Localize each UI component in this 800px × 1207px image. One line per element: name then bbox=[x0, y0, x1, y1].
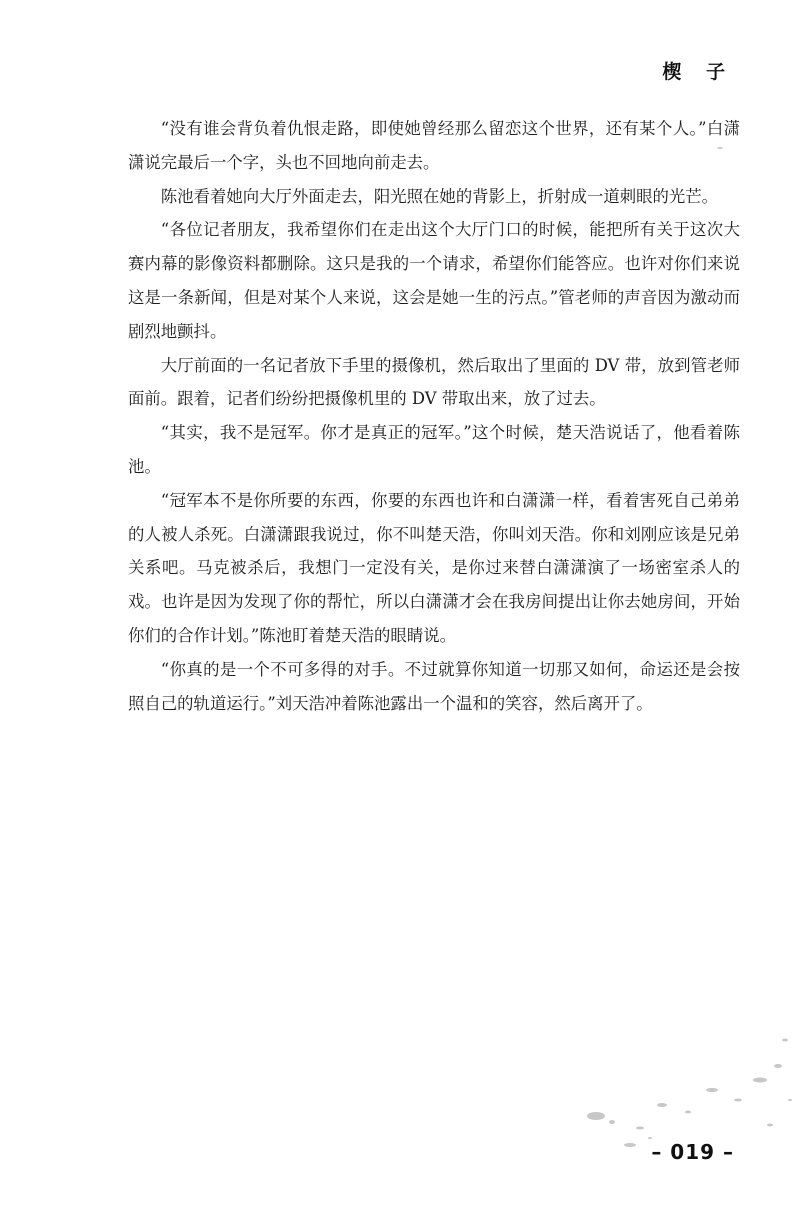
paragraph: 大厅前面的一名记者放下手里的摄像机，然后取出了里面的 DV 带，放到管老师面前。跟着，记者们纷纷把摄像机里的 DV 带取出来，放了过去。 bbox=[128, 355, 740, 409]
paragraph: “冠军本不是你所要的东西，你要的东西也许和白潇潇一样，看着害死自己弟弟的人被人杀死。白潇潇跟我说过，你不叫楚天浩，你叫刘天浩。你和刘刚应该是兄弟关系吧。马克被杀后，我想门一定没有关，是你过来替白潇潇演了一场密室杀人的戏。也许是因为发现了你的帮忙，所以白潇潇才会在我房间提出让你去她房间，开始你们的合作计划。”陈池盯着楚天浩的眼睛说。 bbox=[128, 490, 740, 645]
paragraph: “你真的是一个不可多得的对手。不过就算你知道一切那又如何，命运还是会按照自己的轨道运行。”刘天浩冲着陈池露出一个温和的笑容，然后离开了。 bbox=[128, 659, 740, 713]
running-head-title: 楔 子 bbox=[662, 61, 734, 83]
body-text bbox=[128, 112, 740, 720]
paragraph: “其实，我不是冠军。你才是真正的冠军。”这个时候，楚天浩说话了，他看着陈池。 bbox=[128, 423, 740, 476]
paragraph: 陈池看着她向大厅外面走去，阳光照在她的背影上，折射成一道刺眼的光芒。 bbox=[160, 186, 719, 206]
page-number: – 019 – bbox=[651, 1140, 734, 1164]
paragraph: “没有谁会背负着仇恨走路，即使她曾经那么留恋这个世界，还有某个人。”白潇潇说完最后一个字，头也不回地向前走去。 bbox=[128, 119, 740, 172]
paragraph: “各位记者朋友，我希望你们在走出这个大厅门口的时候，能把所有关于这次大赛内幕的影像资料都删除。这只是我的一个请求，希望你们能答应。也许对你们来说这是一条新闻，但是对某个人来说，这会是她一生的污点。”管老师的声音因为激动而剧烈地颤抖。 bbox=[128, 220, 740, 341]
